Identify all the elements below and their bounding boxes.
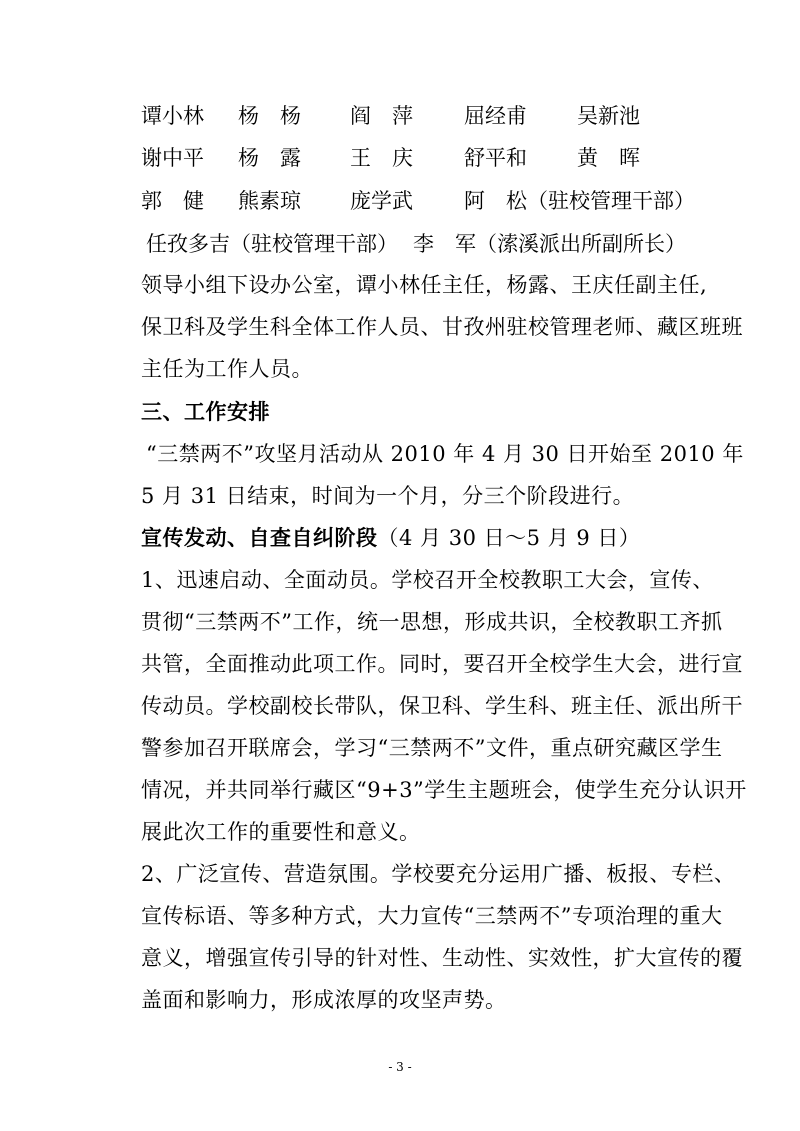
name-item: 谢中平 — [141, 146, 204, 170]
name-item: 黄 晖 — [577, 146, 640, 170]
paragraph-line: 主任为工作人员。 — [141, 357, 313, 381]
name-item: 吴新池 — [577, 104, 640, 128]
name-item: 郭 健 — [141, 189, 204, 213]
name-item: 熊素琼 — [238, 189, 301, 213]
paragraph-line: 保卫科及学生科全体工作人员、甘孜州驻校管理老师、藏区班班 — [141, 315, 743, 339]
name-item: 阿 松（驻校管理干部） — [464, 189, 695, 213]
name-item: 杨 杨 — [238, 104, 301, 128]
name-item: 王 庆 — [350, 146, 413, 170]
paragraph-line: 5 月 31 日结束，时间为一个月，分三个阶段进行。 — [141, 484, 635, 508]
name-item: 任孜多吉（驻校管理干部） — [146, 232, 398, 256]
name-item: 李 军（溹溪派出所副所长） — [413, 232, 686, 256]
name-item: 屈经甫 — [464, 104, 527, 128]
paragraph-line: 盖面和影响力，形成浓厚的攻坚声势。 — [141, 988, 507, 1012]
paragraph-line: 1、迅速启动、全面动员。学校召开全校教职工大会，宣传、 — [141, 568, 714, 592]
paragraph-line: 2、广泛宣传、营造氛围。学校要充分运用广播、板报、专栏、 — [141, 862, 736, 886]
stage-title: 宣传发动、自查自纠阶段 — [141, 525, 378, 550]
paragraph-line: 展此次工作的重要性和意义。 — [141, 820, 421, 844]
name-item: 谭小林 — [141, 104, 204, 128]
stage-dates: （4 月 30 日～5 月 9 日） — [377, 526, 641, 550]
name-item: 杨 露 — [238, 146, 301, 170]
section-heading: 三、工作安排 — [141, 399, 270, 424]
paragraph-line: “三禁两不”攻坚月活动从 2010 年 4 月 30 日开始至 2010 年 — [146, 442, 744, 466]
paragraph-line: 共管，全面推动此项工作。同时，要召开全校学生大会，进行宣 — [141, 652, 743, 676]
page-number: - 3 - — [388, 1060, 412, 1074]
paragraph-line: 意义，增强宣传引导的针对性、生动性、实效性，扩大宣传的覆 — [141, 946, 743, 970]
paragraph-line: 贯彻“三禁两不”工作，统一思想，形成共识，全校教职工齐抓 — [141, 610, 723, 634]
name-item: 舒平和 — [464, 146, 527, 170]
name-item: 庞学武 — [350, 189, 413, 213]
name-item: 阎 萍 — [350, 104, 413, 128]
paragraph-line: 警参加召开联席会，学习“三禁两不”文件，重点研究藏区学生 — [141, 736, 723, 760]
paragraph-line: 宣传标语、等多种方式，大力宣传“三禁两不”专项治理的重大 — [141, 904, 723, 928]
stage-heading — [141, 525, 640, 551]
paragraph-line: 传动员。学校副校长带队，保卫科、学生科、班主任、派出所干 — [141, 694, 743, 718]
paragraph-line: 领导小组下设办公室，谭小林任主任，杨露、王庆任副主任, — [141, 273, 708, 297]
paragraph-line: 情况，并共同举行藏区“9+3”学生主题班会，使学生充分认识开 — [141, 778, 747, 802]
